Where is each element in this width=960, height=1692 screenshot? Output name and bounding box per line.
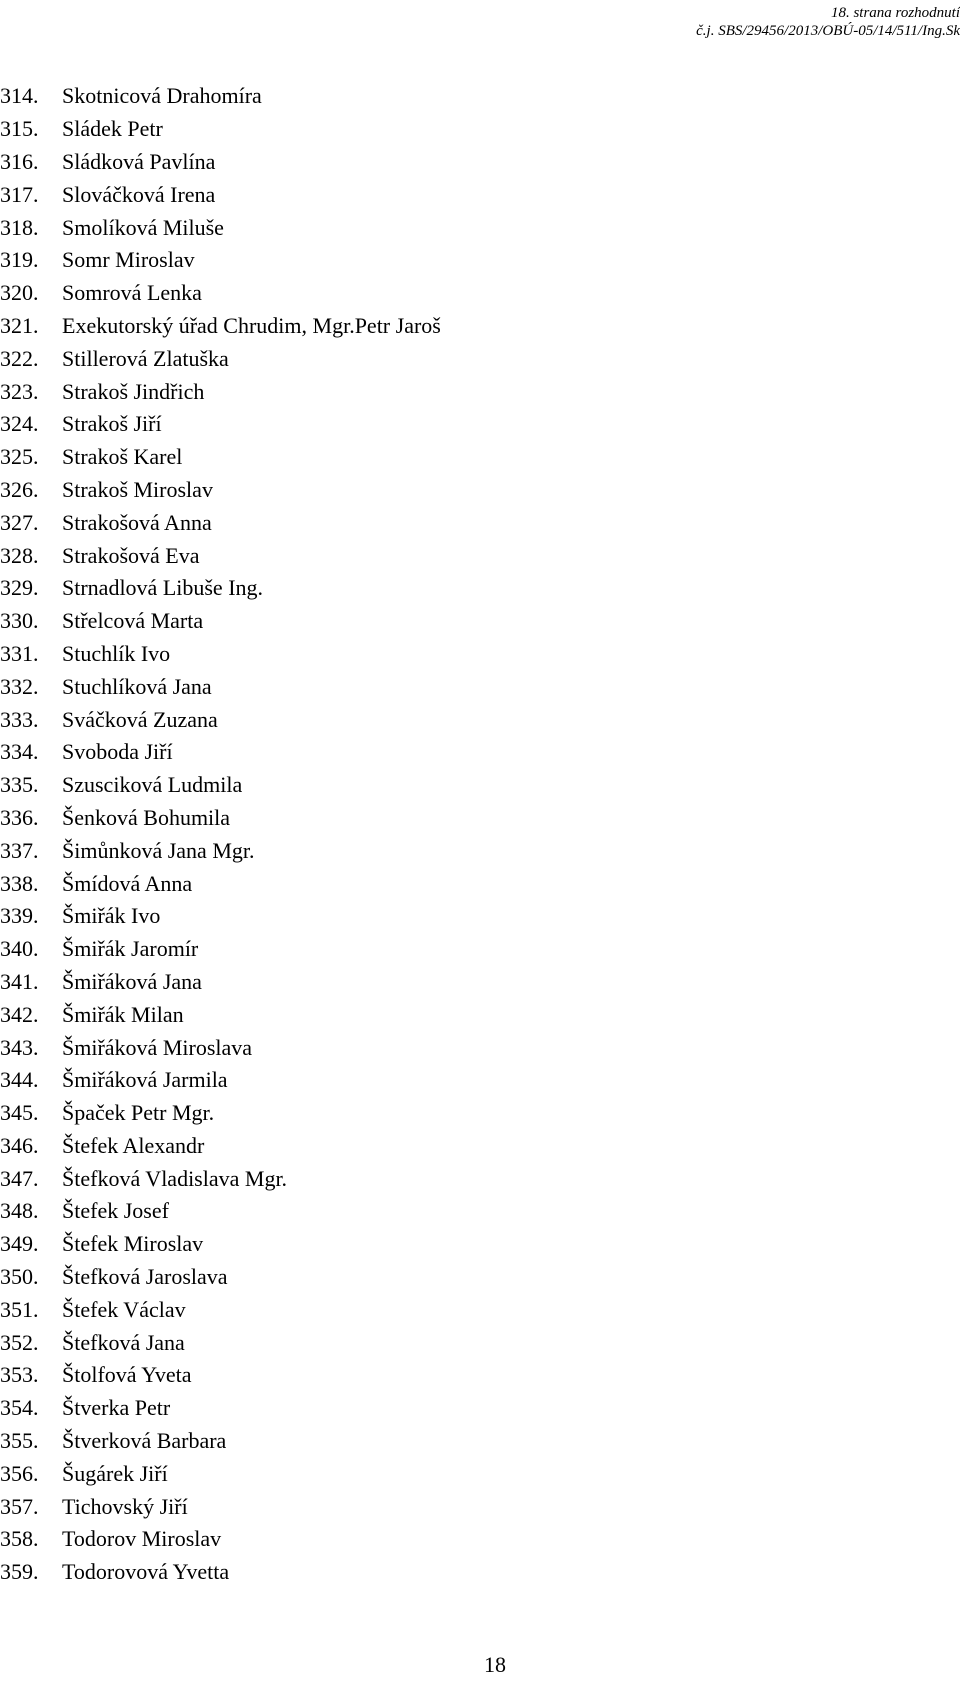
list-item-name: Strakoš Miroslav <box>62 476 213 502</box>
list-item-number: 355. <box>0 1428 39 1454</box>
list-item-number: 346. <box>0 1132 39 1158</box>
list-item-number: 330. <box>0 608 39 634</box>
list-item-name: Strakoš Jiří <box>62 411 162 437</box>
list-item-number: 339. <box>0 903 39 929</box>
participant-list <box>0 80 441 1589</box>
list-item-name: Šmiřáková Jarmila <box>62 1067 228 1093</box>
list-item-name: Štverka Petr <box>62 1395 171 1421</box>
list-item-number: 353. <box>0 1362 39 1388</box>
list-item-name: Štefek Václav <box>62 1296 186 1322</box>
list-item-name: Todorov Miroslav <box>62 1526 222 1552</box>
list-item-number: 358. <box>0 1526 39 1552</box>
list-item-number: 314. <box>0 83 39 109</box>
list-item-number: 319. <box>0 247 39 273</box>
list-item-number: 349. <box>0 1231 39 1257</box>
list-item-number: 323. <box>0 378 39 404</box>
list-item <box>0 539 441 572</box>
list-item <box>0 1031 441 1064</box>
list-item-name: Štefek Alexandr <box>62 1132 205 1158</box>
list-item <box>0 211 441 244</box>
list-item-name: Stillerová Zlatuška <box>62 345 229 371</box>
list-item-name: Sládek Petr <box>62 116 163 142</box>
list-item-name: Todorovová Yvetta <box>62 1559 230 1585</box>
list-item-name: Šenková Bohumila <box>62 804 231 830</box>
list-item-number: 328. <box>0 542 39 568</box>
list-item <box>0 802 441 835</box>
list-item-number: 351. <box>0 1296 39 1322</box>
list-item <box>0 441 441 474</box>
header-reference-number: č.j. SBS/29456/2013/OBÚ-05/14/511/Ing.Sk <box>696 23 960 39</box>
list-item-name: Štefková Vladislava Mgr. <box>62 1165 288 1191</box>
list-item <box>0 998 441 1031</box>
list-item <box>0 1556 441 1589</box>
list-item-name: Špaček Petr Mgr. <box>62 1100 215 1126</box>
list-item-number: 333. <box>0 706 39 732</box>
list-item-number: 335. <box>0 772 39 798</box>
list-item <box>0 638 441 671</box>
list-item-number: 345. <box>0 1100 39 1126</box>
list-item <box>0 736 441 769</box>
list-item-number: 320. <box>0 280 39 306</box>
list-item-name: Štolfová Yveta <box>62 1362 192 1388</box>
list-item-name: Smolíková Miluše <box>62 214 224 240</box>
list-item <box>0 1130 441 1163</box>
list-item <box>0 572 441 605</box>
list-item <box>0 1359 441 1392</box>
list-item-name: Somrová Lenka <box>62 280 202 306</box>
list-item-number: 325. <box>0 444 39 470</box>
list-item-name: Štefková Jaroslava <box>62 1264 228 1290</box>
list-item-name: Šmiřák Jaromír <box>62 936 199 962</box>
list-item-number: 316. <box>0 148 39 174</box>
list-item <box>0 1228 441 1261</box>
list-item-number: 332. <box>0 673 39 699</box>
list-item-name: Šmiřáková Jana <box>62 968 202 994</box>
list-item-number: 327. <box>0 509 39 535</box>
list-item <box>0 1457 441 1490</box>
list-item <box>0 506 441 539</box>
list-item <box>0 178 441 211</box>
list-item <box>0 1326 441 1359</box>
list-item-name: Sváčková Zuzana <box>62 706 218 732</box>
list-item-name: Šmídová Anna <box>62 870 193 896</box>
list-item-name: Šmiřák Milan <box>62 1001 184 1027</box>
list-item-name: Šimůnková Jana Mgr. <box>62 837 255 863</box>
list-item-number: 347. <box>0 1165 39 1191</box>
list-item-number: 352. <box>0 1329 39 1355</box>
list-item <box>0 1425 441 1458</box>
list-item-name: Sládková Pavlína <box>62 148 216 174</box>
list-item <box>0 80 441 113</box>
list-item-name: Šmiřák Ivo <box>62 903 161 929</box>
list-item-number: 315. <box>0 116 39 142</box>
list-item-name: Strakošová Anna <box>62 509 212 535</box>
list-item <box>0 769 441 802</box>
page-header <box>540 4 960 40</box>
list-item-number: 350. <box>0 1264 39 1290</box>
list-item-name: Štefek Josef <box>62 1198 169 1224</box>
list-item-name: Šmiřáková Miroslava <box>62 1034 253 1060</box>
list-item-number: 343. <box>0 1034 39 1060</box>
list-item-name: Stuchlík Ivo <box>62 640 171 666</box>
list-item-number: 336. <box>0 804 39 830</box>
list-item <box>0 113 441 146</box>
list-item-number: 342. <box>0 1001 39 1027</box>
page-footer <box>0 1652 960 1678</box>
list-item-name: Strakošová Eva <box>62 542 200 568</box>
list-item-name: Strakoš Karel <box>62 444 183 470</box>
list-item-name: Štverková Barbara <box>62 1428 227 1454</box>
list-item <box>0 1523 441 1556</box>
list-item-name: Šugárek Jiří <box>62 1460 168 1486</box>
list-item <box>0 1261 441 1294</box>
list-item-number: 331. <box>0 640 39 666</box>
list-item-number: 334. <box>0 739 39 765</box>
list-item-number: 348. <box>0 1198 39 1224</box>
list-item <box>0 1162 441 1195</box>
list-item-name: Slováčková Irena <box>62 181 216 207</box>
list-item <box>0 966 441 999</box>
list-item-number: 322. <box>0 345 39 371</box>
header-page-label: 18. strana rozhodnutí <box>830 5 960 21</box>
list-item-number: 359. <box>0 1559 39 1585</box>
list-item-name: Skotnicová Drahomíra <box>62 83 262 109</box>
list-item-number: 321. <box>0 312 39 338</box>
list-item-name: Střelcová Marta <box>62 608 204 634</box>
list-item-number: 338. <box>0 870 39 896</box>
list-item <box>0 146 441 179</box>
list-item-number: 340. <box>0 936 39 962</box>
list-item-name: Stuchlíková Jana <box>62 673 212 699</box>
list-item <box>0 375 441 408</box>
list-item-name: Svoboda Jiří <box>62 739 173 765</box>
list-item <box>0 703 441 736</box>
list-item-name: Strakoš Jindřich <box>62 378 205 404</box>
list-item <box>0 1392 441 1425</box>
list-item-name: Tichovský Jiří <box>62 1493 188 1519</box>
list-item <box>0 474 441 507</box>
list-item-number: 344. <box>0 1067 39 1093</box>
list-item-number: 357. <box>0 1493 39 1519</box>
list-item <box>0 1064 441 1097</box>
list-item-number: 356. <box>0 1460 39 1486</box>
list-item <box>0 1490 441 1523</box>
list-item-number: 341. <box>0 968 39 994</box>
list-item-name: Štefková Jana <box>62 1329 185 1355</box>
list-item <box>0 1293 441 1326</box>
list-item-number: 329. <box>0 575 39 601</box>
list-item <box>0 1097 441 1130</box>
list-item-number: 318. <box>0 214 39 240</box>
list-item <box>0 605 441 638</box>
list-item-name: Szusciková Ludmila <box>62 772 243 798</box>
list-item-name: Somr Miroslav <box>62 247 195 273</box>
list-item-number: 354. <box>0 1395 39 1421</box>
list-item-name: Štefek Miroslav <box>62 1231 204 1257</box>
list-item-number: 337. <box>0 837 39 863</box>
list-item <box>0 834 441 867</box>
list-item <box>0 277 441 310</box>
list-item-name: Strnadlová Libuše Ing. <box>62 575 264 601</box>
list-item <box>0 670 441 703</box>
list-item <box>0 310 441 343</box>
list-item <box>0 867 441 900</box>
list-item-number: 326. <box>0 476 39 502</box>
list-item-name: Exekutorský úřad Chrudim, Mgr.Petr Jaroš <box>62 312 441 338</box>
list-item <box>0 933 441 966</box>
list-item <box>0 342 441 375</box>
list-item-number: 324. <box>0 411 39 437</box>
list-item-number: 317. <box>0 181 39 207</box>
list-item <box>0 900 441 933</box>
list-item <box>0 244 441 277</box>
list-item <box>0 408 441 441</box>
page-number: 18 <box>484 1652 506 1677</box>
list-item <box>0 1195 441 1228</box>
